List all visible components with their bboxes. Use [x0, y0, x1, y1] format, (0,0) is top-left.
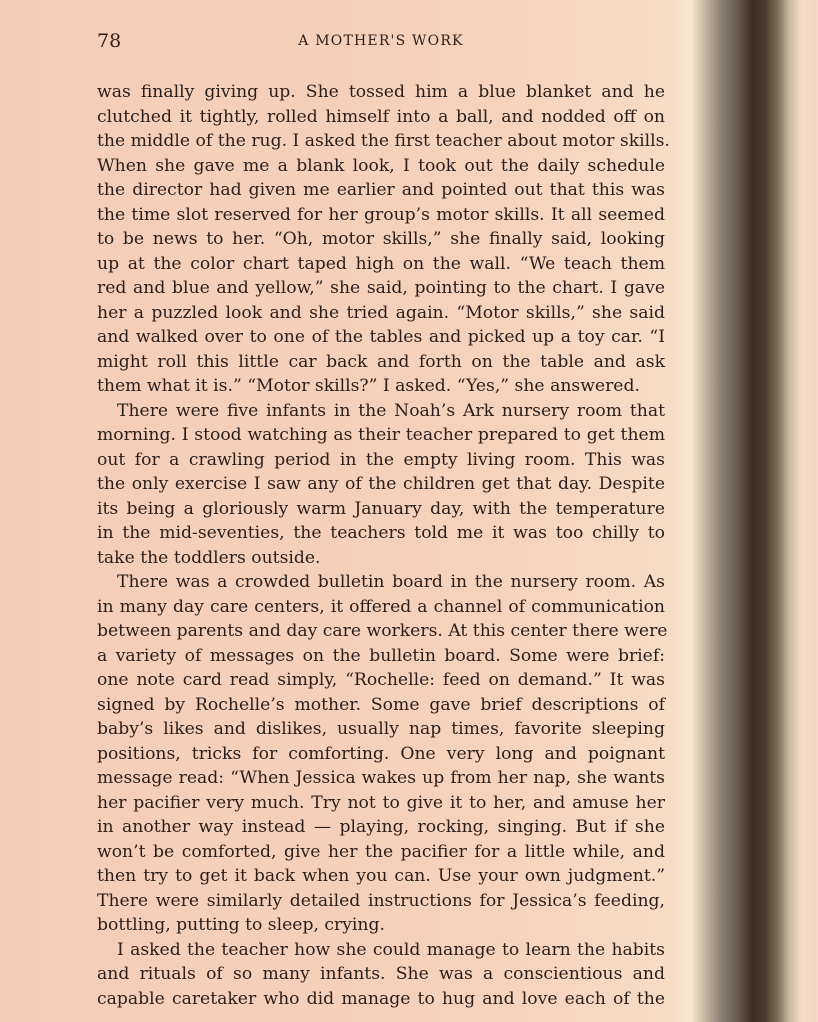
text-line: message read: “When Jessica wakes up from her nap, she wants — [97, 768, 665, 788]
text-line: one note card read simply, “Rochelle: feed on demand.” It was — [97, 670, 665, 690]
text-line: to be news to her. “Oh, motor skills,” she finally said, looking — [97, 229, 665, 249]
text-line: them what it is.” “Motor skills?” I asked. “Yes,” she answered. — [97, 376, 640, 396]
page-header — [97, 30, 665, 56]
text-line: signed by Rochelle’s mother. Some gave brief descriptions of — [97, 694, 665, 715]
text-line: was finally giving up. She tossed him a blue blanket and he — [97, 82, 665, 102]
text-line: out for a crawling period in the empty living room. This was — [97, 449, 665, 470]
text-line: won’t be comforted, give her the pacifier for a little while, and — [97, 841, 665, 862]
text-line: capable caretaker who did manage to hug and love each of the — [97, 988, 665, 1009]
text-line: and walked over to one of the tables and picked up a toy car. “I — [97, 327, 665, 347]
page-body-text — [97, 80, 670, 1011]
text-line: in the mid-seventies, the teachers told me it was too chilly to — [97, 523, 665, 543]
text-line: her a puzzled look and she tried again. “Motor skills,” she said — [97, 302, 665, 323]
text-line: the only exercise I saw any of the children get that day. Despite — [97, 474, 665, 494]
text-line: the director had given me earlier and pointed out that this was — [97, 180, 665, 200]
text-line: take the toddlers outside. — [97, 547, 321, 568]
text-line: the middle of the rug. I asked the first teacher about motor skills. — [97, 131, 670, 151]
text-line: might roll this little car back and forth on the table and ask — [97, 351, 665, 372]
text-line: clutched it tightly, rolled himself into a ball, and nodded off on — [97, 106, 665, 127]
text-line: There were similarly detailed instructions for Jessica’s feeding, — [97, 890, 665, 911]
text-line: When she gave me a blank look, I took out the daily schedule — [97, 155, 665, 176]
text-line: up at the color chart taped high on the wall. “We teach them — [97, 253, 665, 274]
text-line: There were five infants in the Noah’s Ark nursery room that — [117, 400, 665, 421]
text-line: positions, tricks for comforting. One very long and poignant — [97, 743, 665, 764]
text-line: her pacifier very much. Try not to give it to her, and amuse her — [97, 792, 665, 813]
text-line: morning. I stood watching as their teacher prepared to get them — [97, 425, 665, 445]
text-line: There was a crowded bulletin board in the nursery room. As — [117, 572, 665, 592]
text-line: bottling, putting to sleep, crying. — [97, 915, 385, 935]
text-line: the time slot reserved for her group’s motor skills. It all seemed — [97, 204, 665, 225]
text-line: in another way instead — playing, rocking, singing. But if she — [97, 817, 665, 837]
text-line: I asked the teacher how she could manage to learn the habits — [117, 939, 665, 960]
text-line: then try to get it back when you can. Use your own judgment.” — [97, 866, 665, 886]
text-line: and rituals of so many infants. She was a conscientious and — [97, 964, 665, 984]
running-title: A MOTHER'S WORK — [298, 33, 464, 49]
text-line: baby’s likes and dislikes, usually nap times, favorite sleeping — [97, 719, 665, 739]
text-line: in many day care centers, it offered a channel of communication — [97, 596, 665, 617]
text-line: its being a gloriously warm January day, with the temperature — [97, 498, 665, 519]
page-number: 78 — [97, 30, 122, 52]
text-line: between parents and day care workers. At this center there were — [97, 621, 668, 641]
text-line: a variety of messages on the bulletin board. Some were brief: — [97, 645, 665, 666]
text-line: red and blue and yellow,” she said, pointing to the chart. I gave — [97, 278, 665, 298]
